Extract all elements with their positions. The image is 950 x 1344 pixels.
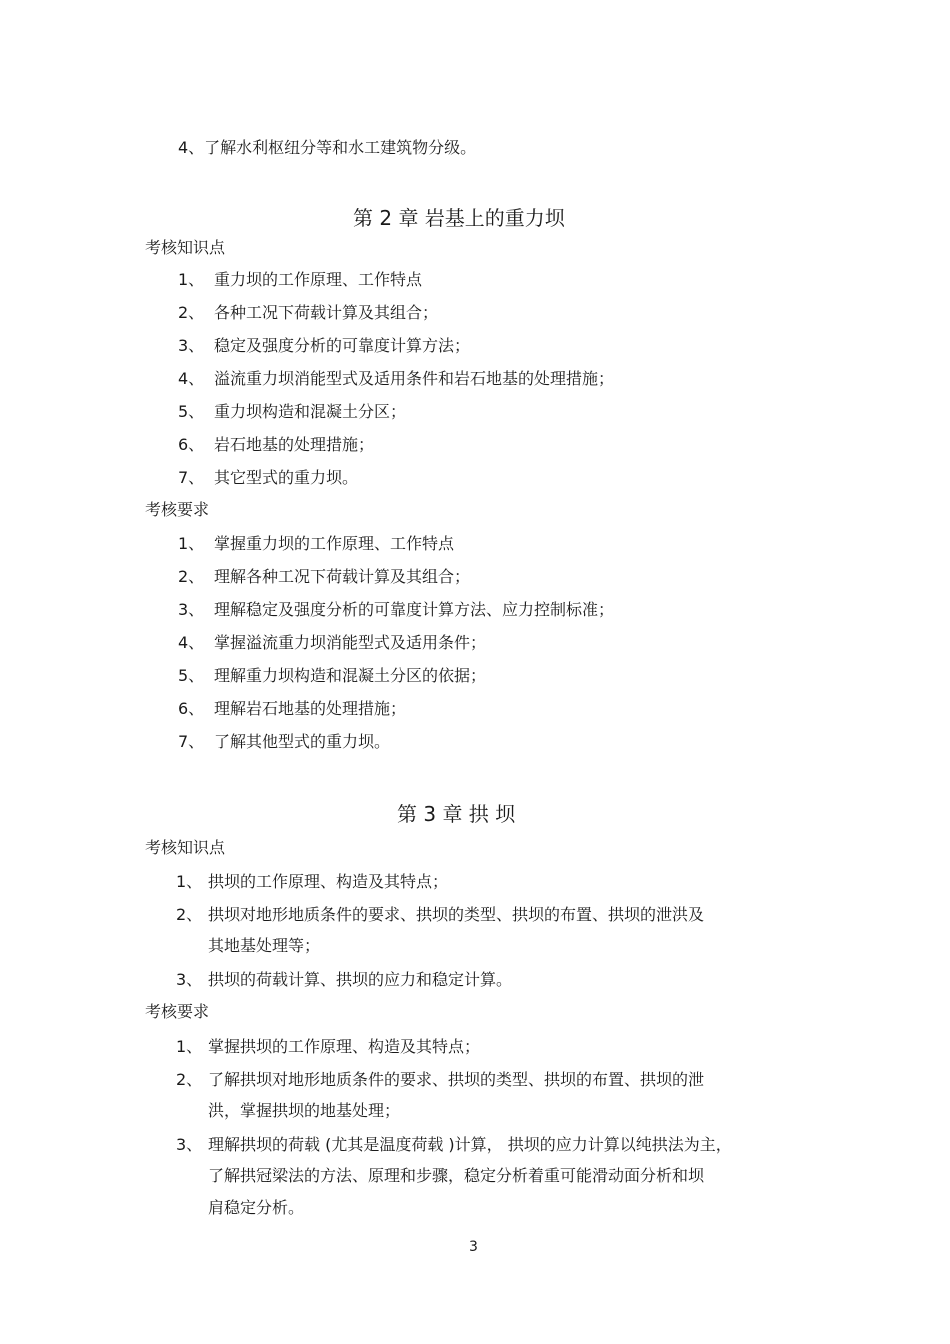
item-number: 2、 xyxy=(178,303,205,322)
item-number: 1、 xyxy=(176,872,203,891)
item-number: 5、 xyxy=(178,666,205,685)
item-number: 7、 xyxy=(178,732,205,751)
item-number: 2、 xyxy=(176,1070,203,1089)
section-heading: 考核知识点 xyxy=(145,838,226,857)
list-item: 稳定及强度分析的可靠度计算方法； xyxy=(214,336,471,355)
list-item: 拱坝的工作原理、构造及其特点； xyxy=(208,872,449,891)
list-item: 各种工况下荷载计算及其组合； xyxy=(214,303,439,322)
list-item: 其它型式的重力坝。 xyxy=(214,468,359,487)
list-item: 4、了解水利枢纽分等和水工建筑物分级。 xyxy=(178,138,477,157)
list-item-continuation: 洪，掌握拱坝的地基处理； xyxy=(208,1101,401,1120)
list-item: 岩石地基的处理措施； xyxy=(214,435,375,454)
list-item: 重力坝的工作原理、工作特点 xyxy=(214,270,423,289)
list-item: 理解拱坝的荷载 (尤其是温度荷载 )计算， 拱坝的应力计算以纯拱法为主， xyxy=(208,1135,732,1154)
list-item: 拱坝的荷载计算、拱坝的应力和稳定计算。 xyxy=(208,970,513,989)
list-item-continuation: 了解拱冠梁法的方法、原理和步骤，稳定分析着重可能滑动面分析和坝 xyxy=(208,1166,705,1185)
list-item: 掌握重力坝的工作原理、工作特点 xyxy=(214,534,455,553)
item-number: 7、 xyxy=(178,468,205,487)
item-number: 6、 xyxy=(178,699,205,718)
chapter-title: 第 3 章 拱 坝 xyxy=(397,802,516,826)
item-number: 6、 xyxy=(178,435,205,454)
list-item: 掌握拱坝的工作原理、构造及其特点； xyxy=(208,1037,481,1056)
item-number: 3、 xyxy=(176,1135,203,1154)
list-item: 了解其他型式的重力坝。 xyxy=(214,732,391,751)
item-number: 1、 xyxy=(178,270,205,289)
list-item: 重力坝构造和混凝土分区； xyxy=(214,402,407,421)
list-item: 理解稳定及强度分析的可靠度计算方法、应力控制标准； xyxy=(214,600,615,619)
section-heading: 考核要求 xyxy=(145,500,210,519)
item-number: 3、 xyxy=(176,970,203,989)
list-item: 理解各种工况下荷载计算及其组合； xyxy=(214,567,471,586)
chapter-title: 第 2 章 岩基上的重力坝 xyxy=(353,206,565,230)
list-item: 掌握溢流重力坝消能型式及适用条件； xyxy=(214,633,487,652)
item-number: 5、 xyxy=(178,402,205,421)
list-item: 溢流重力坝消能型式及适用条件和岩石地基的处理措施； xyxy=(214,369,615,388)
item-number: 2、 xyxy=(176,905,203,924)
page-number: 3 xyxy=(469,1239,478,1255)
item-number: 1、 xyxy=(176,1037,203,1056)
section-heading: 考核知识点 xyxy=(145,238,226,257)
list-item: 理解重力坝构造和混凝土分区的依据； xyxy=(214,666,487,685)
list-item: 了解拱坝对地形地质条件的要求、拱坝的类型、拱坝的布置、拱坝的泄 xyxy=(208,1070,705,1089)
list-item-continuation: 肩稳定分析。 xyxy=(208,1198,305,1217)
list-item-continuation: 其地基处理等； xyxy=(208,936,321,955)
item-number: 4、 xyxy=(178,633,205,652)
list-item: 拱坝对地形地质条件的要求、拱坝的类型、拱坝的布置、拱坝的泄洪及 xyxy=(208,905,705,924)
list-item: 理解岩石地基的处理措施； xyxy=(214,699,407,718)
item-number: 3、 xyxy=(178,336,205,355)
item-number: 4、 xyxy=(178,369,205,388)
section-heading: 考核要求 xyxy=(145,1002,210,1021)
item-number: 3、 xyxy=(178,600,205,619)
item-number: 1、 xyxy=(178,534,205,553)
item-number: 2、 xyxy=(178,567,205,586)
